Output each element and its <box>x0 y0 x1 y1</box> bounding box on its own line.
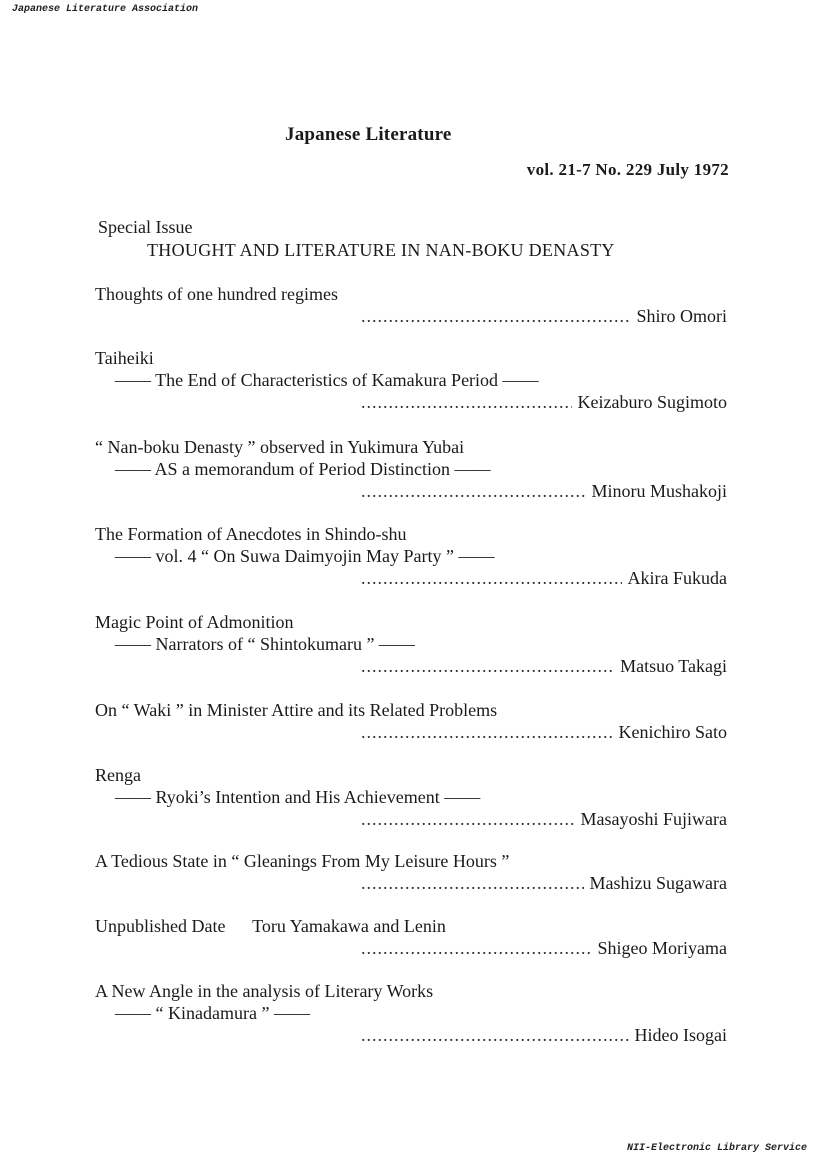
entry-author: Kenichiro Sato <box>618 722 727 742</box>
dot-leader <box>361 567 622 589</box>
author-line <box>361 1024 727 1046</box>
entry-title: On “ Waki ” in Minister Attire and its Related Problems <box>95 700 498 720</box>
entry-title: Magic Point of Admonition <box>95 612 294 632</box>
header-note: Japanese Literature Association <box>12 4 199 15</box>
toc-entry <box>95 915 727 959</box>
special-issue-title: THOUGHT AND LITERATURE IN NAN-BOKU DENASTY <box>147 240 615 260</box>
toc-entry <box>95 523 727 589</box>
toc-entry <box>95 611 727 677</box>
toc-entry <box>95 699 727 743</box>
author-line <box>361 721 727 743</box>
footer-note: NII-Electronic Library Service <box>626 1143 807 1154</box>
author-line <box>361 655 727 677</box>
dot-leader <box>361 305 630 327</box>
toc-entry <box>95 436 727 502</box>
dot-leader <box>361 1024 629 1046</box>
dot-leader <box>361 480 585 502</box>
entry-subtitle: —— Narrators of “ Shintokumaru ” —— <box>115 634 415 654</box>
entry-title: A Tedious State in “ Gleanings From My Leisure Hours ” <box>95 851 510 871</box>
author-line <box>361 391 727 413</box>
special-issue-label: Special Issue <box>98 217 193 237</box>
author-line <box>361 567 727 589</box>
toc-entry <box>95 980 727 1046</box>
author-line <box>361 872 727 894</box>
toc-entry <box>95 850 727 894</box>
entry-author: Masayoshi Fujiwara <box>580 809 727 829</box>
dot-leader <box>361 721 613 743</box>
entry-title: Renga <box>95 765 141 785</box>
dot-leader <box>361 808 575 830</box>
dot-leader <box>361 391 572 413</box>
entry-title: “ Nan-boku Denasty ” observed in Yukimura Yubai <box>95 437 465 457</box>
volume-line: vol. 21-7 No. 229 July 1972 <box>526 160 729 179</box>
entry-author: Mashizu Sugawara <box>589 873 727 893</box>
toc-entry <box>95 764 727 830</box>
journal-title: Japanese Literature <box>285 124 452 145</box>
toc-entry <box>95 283 727 327</box>
entry-author: Shigeo Moriyama <box>597 938 727 958</box>
author-line <box>361 480 727 502</box>
entry-subtitle: —— The End of Characteristics of Kamakura Period —— <box>115 370 539 390</box>
entry-author: Minoru Mushakoji <box>591 481 727 501</box>
entry-subtitle: —— vol. 4 “ On Suwa Daimyojin May Party ” —— <box>115 546 495 566</box>
entry-subtitle: —— AS a memorandum of Period Distinction —— <box>115 459 491 479</box>
entry-title: Unpublished Date Toru Yamakawa and Lenin <box>95 916 446 936</box>
entry-author: Matsuo Takagi <box>620 656 727 676</box>
entry-author: Keizaburo Sugimoto <box>577 392 727 412</box>
entry-title: A New Angle in the analysis of Literary Works <box>95 981 434 1001</box>
entry-title: The Formation of Anecdotes in Shindo-shu <box>95 524 407 544</box>
author-line <box>361 808 727 830</box>
entry-subtitle: —— Ryoki’s Intention and His Achievement —— <box>115 787 481 807</box>
entry-author: Shiro Omori <box>636 306 727 326</box>
entry-title: Thoughts of one hundred regimes <box>95 284 338 304</box>
entry-author: Hideo Isogai <box>634 1025 727 1045</box>
entry-author: Akira Fukuda <box>627 568 727 588</box>
toc-entry <box>95 347 727 413</box>
dot-leader <box>361 655 614 677</box>
dot-leader <box>361 872 584 894</box>
author-line <box>361 937 727 959</box>
dot-leader <box>361 937 592 959</box>
author-line <box>361 305 727 327</box>
entry-title: Taiheiki <box>95 348 154 368</box>
entry-subtitle: —— “ Kinadamura ” —— <box>115 1003 310 1023</box>
